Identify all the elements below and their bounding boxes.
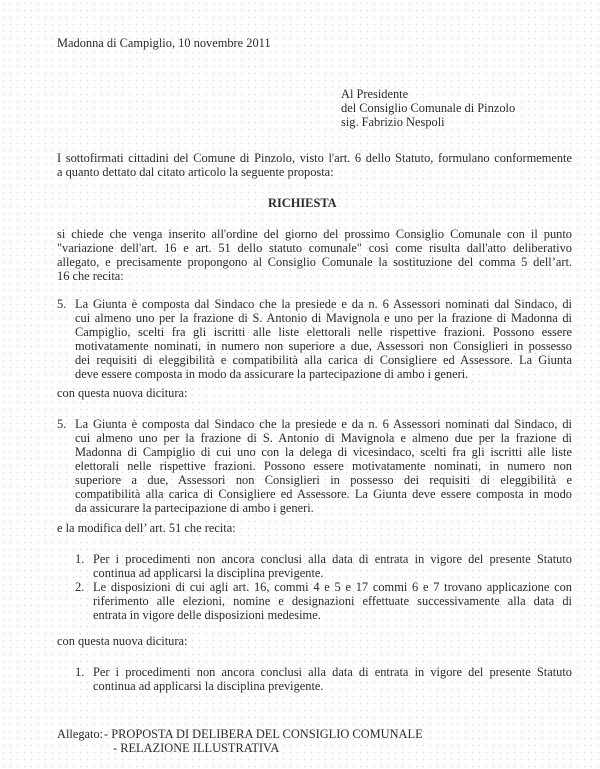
clause-line: continua ad applicarsi la disciplina previgente. (93, 679, 324, 693)
art16-new-text (75, 417, 572, 515)
request-paragraph (57, 227, 572, 283)
clause-line: da assicurare la partecipazione di ambo i generi. (75, 501, 314, 515)
clause-line: deve essere composta in modo da assicurare la partecipazione di ambo i generi. (75, 367, 469, 381)
request-line: si chiede che venga inserito all'ordine del giorno del prossimo Consiglio Comunale con il punto (57, 227, 572, 241)
clause-line: Per i procedimenti non ancora conclusi alla data di entrata in vigore del presente Statuto (93, 665, 572, 679)
attachment-item: - RELAZIONE ILLUSTRATIVA (113, 741, 280, 755)
new-wording-label: con questa nuova dicitura: (57, 386, 188, 400)
recipient-line-1: Al Presidente (341, 87, 409, 101)
clause-line: La Giunta è composta dal Sindaco che la presiede e da n. 6 Assessori nominati dal Sindaco, di (75, 417, 572, 431)
clause-line: entrata in vigore delle disposizioni medesime. (93, 608, 321, 622)
recipient-line-3: sig. Fabrizio Nespoli (341, 115, 445, 129)
section-heading: RICHIESTA (268, 196, 337, 210)
clause-line: Campiglio, scelti fra gli iscritti alle liste elettorali nelle rispettive frazioni. Possono essere (75, 325, 572, 339)
intro-paragraph (57, 151, 572, 179)
item-number: 5. (57, 417, 67, 431)
attachments-label: Allegato: (57, 727, 104, 741)
clause-line: riferimento alle elezioni, nomine e designazioni effettuate successivamente alla data di (93, 594, 572, 608)
clause-line: continua ad applicarsi la disciplina previgente. (93, 566, 324, 580)
place-date: Madonna di Campiglio, 10 novembre 2011 (57, 36, 271, 50)
request-line: allegato, e precisamente propongono al Consiglio Comunale la sostituzione del comma 5 dell’art. (57, 255, 572, 269)
intro-line: I sottofirmati cittadini del Comune di Pinzolo, visto l'art. 6 dello Statuto, formulano conformemente (57, 151, 572, 165)
intro-line: a quanto dettato dal citato articolo la seguente proposta: (57, 165, 334, 179)
clause-line: Per i procedimenti non ancora conclusi alla data di entrata in vigore del presente Statuto (93, 552, 572, 566)
request-line: 16 che recita: (57, 269, 124, 283)
art51-current-item-1 (93, 552, 572, 580)
item-number: 2. (75, 580, 85, 594)
clause-line: cui almeno uno per la frazione di S. Antonio di Mavignola e almeno due per la frazione di (75, 431, 572, 445)
art51-current-item-2 (93, 580, 572, 622)
clause-line: cui almeno uno per la frazione di S. Antonio di Mavignola e uno per la frazione di Madonna di (75, 311, 572, 325)
item-number: 5. (57, 297, 67, 311)
request-line: "variazione dell'art. 16 e art. 51 dello statuto comunale" così come risulta dall'atto deliberativo (57, 241, 572, 255)
clause-line: compatibilità alla carica di Consigliere ed Assessore. La Giunta deve essere composta in modo (75, 487, 572, 501)
art51-new-item-1 (93, 665, 572, 693)
new-wording-label: con questa nuova dicitura: (57, 634, 188, 648)
clause-line: Le disposizioni di cui agli art. 16, commi 4 e 5 e 17 commi 6 e 7 trovano applicazione con (93, 580, 572, 594)
recipient-line-2: del Consiglio Comunale di Pinzolo (341, 101, 516, 115)
clause-line: Madonna di Campiglio di cui uno con la delega di vicesindaco, scelti fra gli iscritti alle liste (75, 445, 572, 459)
art16-current-text (75, 297, 572, 381)
item-number: 1. (75, 552, 85, 566)
clause-line: superiore a due, Assessori non Consiglieri in possesso dei requisiti di eleggibilità e (75, 473, 572, 487)
clause-line: motivatamente nominati, in numero non superiore a due, Assessori non Consiglieri in possesso (75, 339, 572, 353)
clause-line: elettorali nelle rispettive frazioni. Possono essere motivatamente nominati, in numero non (75, 459, 572, 473)
attachment-item: - PROPOSTA DI DELIBERA DEL CONSIGLIO COMUNALE (104, 727, 423, 741)
art51-label: e la modifica dell’ art. 51 che recita: (57, 521, 236, 535)
clause-line: dei requisiti di eleggibilità e compatibilità alla carica di Consigliere ed Assessore. La Giunta (75, 353, 572, 367)
clause-line: La Giunta è composta dal Sindaco che la presiede e da n. 6 Assessori nominati dal Sindaco, di (75, 297, 572, 311)
item-number: 1. (75, 665, 85, 679)
